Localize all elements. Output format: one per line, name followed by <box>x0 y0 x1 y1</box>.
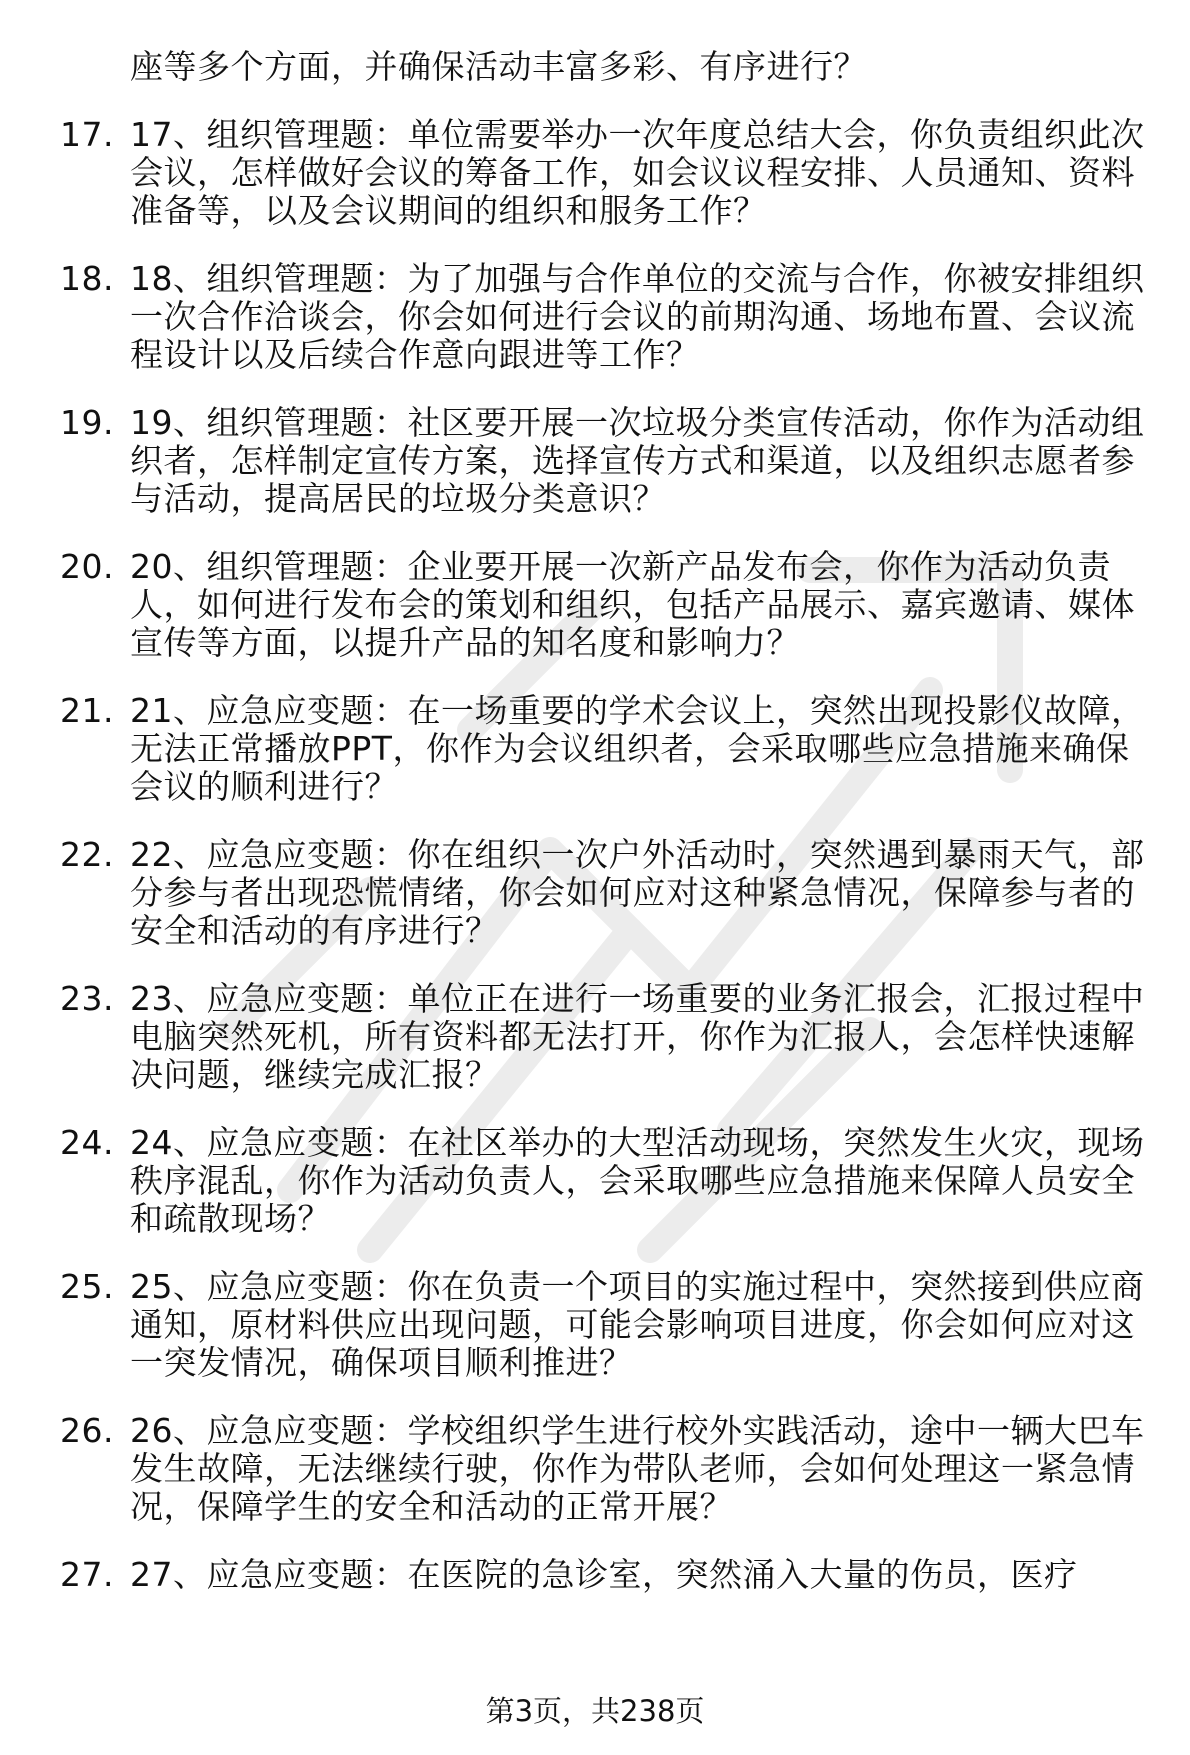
item-number: 25. <box>60 1267 114 1306</box>
list-item <box>60 836 1150 950</box>
document-body <box>60 48 1150 1624</box>
item-number: 19. <box>60 403 114 442</box>
list-item <box>60 404 1150 518</box>
item-number: 23. <box>60 979 114 1018</box>
item-text: 19、组织管理题：社区要开展一次垃圾分类宣传活动，你作为活动组织者，怎样制定宣传方案，选择宣传方式和渠道，以及组织志愿者参与活动，提高居民的垃圾分类意识？ <box>130 403 1145 518</box>
list-item <box>60 1556 1150 1594</box>
continuation-text: 座等多个方面，并确保活动丰富多彩、有序进行？ <box>130 47 867 86</box>
item-number: 18. <box>60 259 114 298</box>
item-number: 17. <box>60 115 114 154</box>
item-text: 26、应急应变题：学校组织学生进行校外实践活动，途中一辆大巴车发生故障，无法继续行驶，你作为带队老师，会如何处理这一紧急情况，保障学生的安全和活动的正常开展？ <box>130 1411 1145 1526</box>
list-item <box>60 260 1150 374</box>
item-text: 22、应急应变题：你在组织一次户外活动时，突然遇到暴雨天气，部分参与者出现恐慌情绪，你会如何应对这种紧急情况，保障参与者的安全和活动的有序进行？ <box>130 835 1145 950</box>
question-list <box>60 116 1150 1594</box>
page-footer: 第3页，共238页 <box>485 1694 705 1728</box>
item-text: 24、应急应变题：在社区举办的大型活动现场，突然发生火灾，现场秩序混乱，你作为活动负责人，会采取哪些应急措施来保障人员安全和疏散现场？ <box>130 1123 1145 1238</box>
item-number: 20. <box>60 547 114 586</box>
list-item <box>60 116 1150 230</box>
item-text: 25、应急应变题：你在负责一个项目的实施过程中，突然接到供应商通知，原材料供应出现问题，可能会影响项目进度，你会如何应对这一突发情况，确保项目顺利推进？ <box>130 1267 1145 1382</box>
item-text: 17、组织管理题：单位需要举办一次年度总结大会，你负责组织此次会议，怎样做好会议的筹备工作，如会议议程安排、人员通知、资料准备等，以及会议期间的组织和服务工作？ <box>130 115 1145 230</box>
item-text: 20、组织管理题：企业要开展一次新产品发布会，你作为活动负责人，如何进行发布会的策划和组织，包括产品展示、嘉宾邀请、媒体宣传等方面，以提升产品的知名度和影响力？ <box>130 547 1135 662</box>
list-item <box>60 980 1150 1094</box>
item-number: 24. <box>60 1123 114 1162</box>
list-item <box>60 548 1150 662</box>
item-text: 27、应急应变题：在医院的急诊室，突然涌入大量的伤员，医疗 <box>130 1555 1078 1594</box>
item-number: 21. <box>60 691 114 730</box>
item-number: 27. <box>60 1555 114 1594</box>
item-text: 23、应急应变题：单位正在进行一场重要的业务汇报会，汇报过程中电脑突然死机，所有资料都无法打开，你作为汇报人，会怎样快速解决问题，继续完成汇报？ <box>130 979 1145 1094</box>
item-number: 26. <box>60 1411 114 1450</box>
list-item <box>60 1268 1150 1382</box>
list-item <box>60 692 1150 806</box>
item-number: 22. <box>60 835 114 874</box>
item-text: 21、应急应变题：在一场重要的学术会议上，突然出现投影仪故障，无法正常播放PPT，你作为会议组织者，会采取哪些应急措施来确保会议的顺利进行？ <box>130 691 1145 806</box>
list-item <box>60 1412 1150 1526</box>
item-text: 18、组织管理题：为了加强与合作单位的交流与合作，你被安排组织一次合作洽谈会，你会如何进行会议的前期沟通、场地布置、会议流程设计以及后续合作意向跟进等工作？ <box>130 259 1145 374</box>
list-item <box>60 1124 1150 1238</box>
